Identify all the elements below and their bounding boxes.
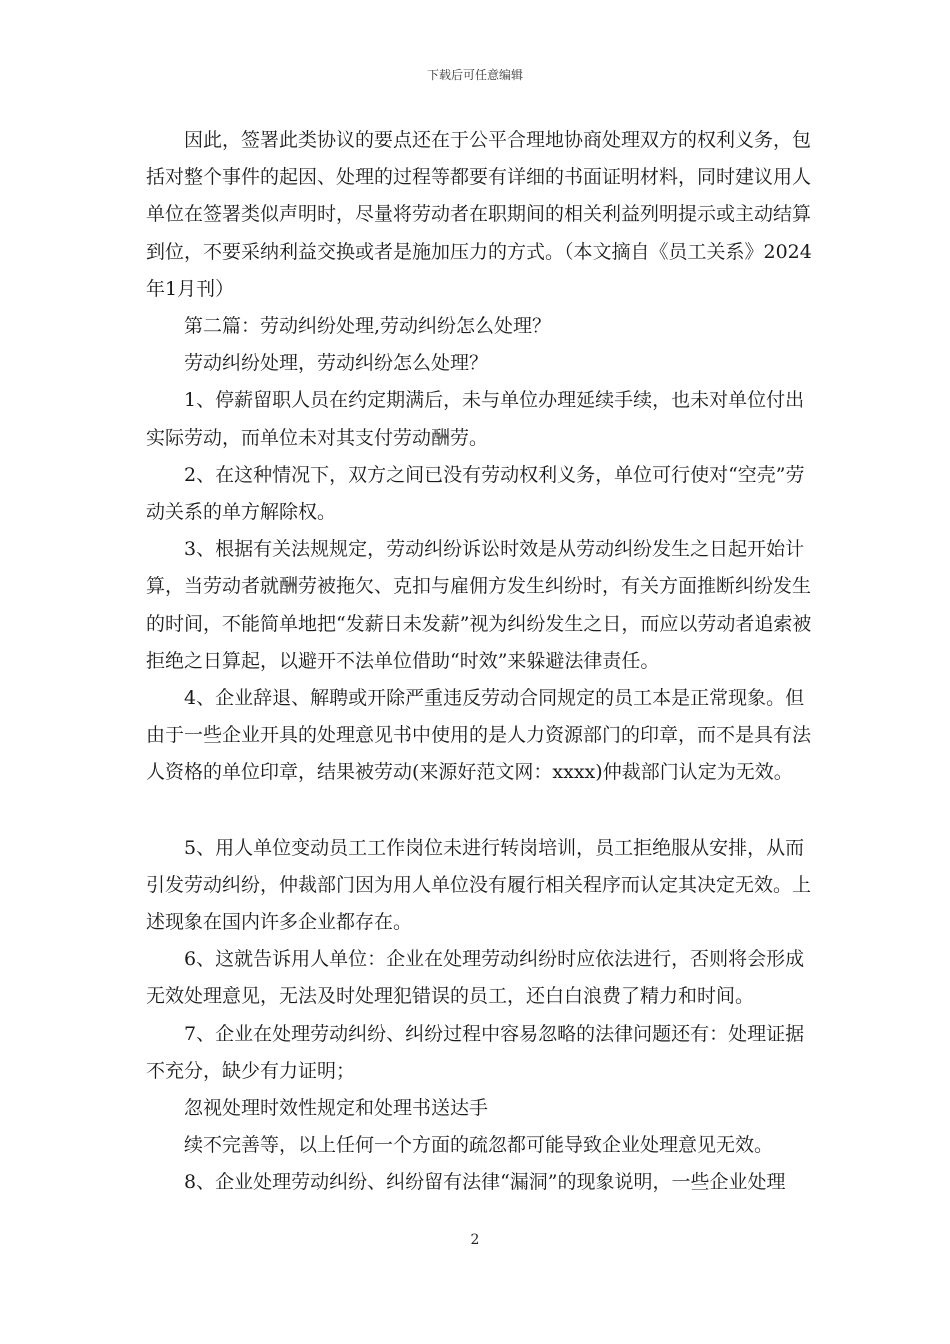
paragraph-item-4: 4、企业辞退、解聘或开除严重违反劳动合同规定的员工本是正常现象。但由于一些企业开具的处理意见书中使用的是人力资源部门的印章，而不是具有法人资格的单位印章，结果被劳动(来源好范文网：xxxx)仲裁部门认定为无效。 bbox=[146, 687, 812, 784]
paragraph-item-7-cont-b: 续不完善等，以上任何一个方面的疏忽都可能导致企业处理意见无效。 bbox=[184, 1134, 774, 1157]
paragraph-item-6: 6、这就告诉用人单位：企业在处理劳动纠纷时应依法进行，否则将会形成无效处理意见，无法及时处理犯错误的员工，还白白浪费了精力和时间。 bbox=[146, 948, 805, 1008]
paragraph-gap bbox=[146, 792, 818, 830]
document-body bbox=[146, 122, 818, 1202]
page-header: 下载后可任意编辑 bbox=[426, 68, 523, 82]
paragraph-item-8: 8、企业处理劳动纠纷、纠纷留有法律“漏洞”的现象说明，一些企业处理 bbox=[184, 1171, 786, 1194]
paragraph-item-7-cont-a: 忽视处理时效性规定和处理书送达手 bbox=[184, 1097, 489, 1120]
paragraph-subtitle: 劳动纠纷处理，劳动纠纷怎么处理？ bbox=[184, 352, 489, 375]
paragraph-item-2: 2、在这种情况下，双方之间已没有劳动权利义务，单位可行使对“空壳”劳动关系的单方解除权。 bbox=[146, 463, 805, 524]
paragraph-section-title: 第二篇：劳动纠纷处理,劳动纠纷怎么处理？ bbox=[184, 315, 552, 338]
page-number: 2 bbox=[470, 1232, 480, 1248]
paragraph-item-1: 1、停薪留职人员在约定期满后，未与单位办理延续手续，也未对单位付出实际劳动，而单位未对其支付劳动酬劳。 bbox=[146, 389, 805, 449]
paragraph-item-3: 3、根据有关法规规定，劳动纠纷诉讼时效是从劳动纠纷发生之日起开始计算，当劳动者就酬劳被拖欠、克扣与雇佣方发生纠纷时，有关方面推断纠纷发生的时间，不能简单地把“发薪日未发薪”视为纠纷发生之日，而应以劳动者追索被拒绝之日算起，以避开不法单位借助“时效”来躲避法律责任。 bbox=[146, 538, 812, 672]
paragraph-item-7: 7、企业在处理劳动纠纷、纠纷过程中容易忽略的法律问题还有：处理证据不充分，缺少有力证明； bbox=[146, 1022, 805, 1082]
paragraph-item-5: 5、用人单位变动员工工作岗位未进行转岗培训，员工拒绝服从安排，从而引发劳动纠纷，仲裁部门因为用人单位没有履行相关程序而认定其决定无效。上述现象在国内许多企业都存在。 bbox=[146, 836, 812, 934]
paragraph-conclusion: 因此，签署此类协议的要点还在于公平合理地协商处理双方的权利义务，包括对整个事件的起因、处理的过程等都要有详细的书面证明材料，同时建议用人单位在签署类似声明时，尽量将劳动者在职期间的相关利益列明提示或主动结算到位，不要采纳利益交换或者是施加压力的方式。（本文摘自《员工关系》2024年1月刊） bbox=[146, 129, 812, 300]
